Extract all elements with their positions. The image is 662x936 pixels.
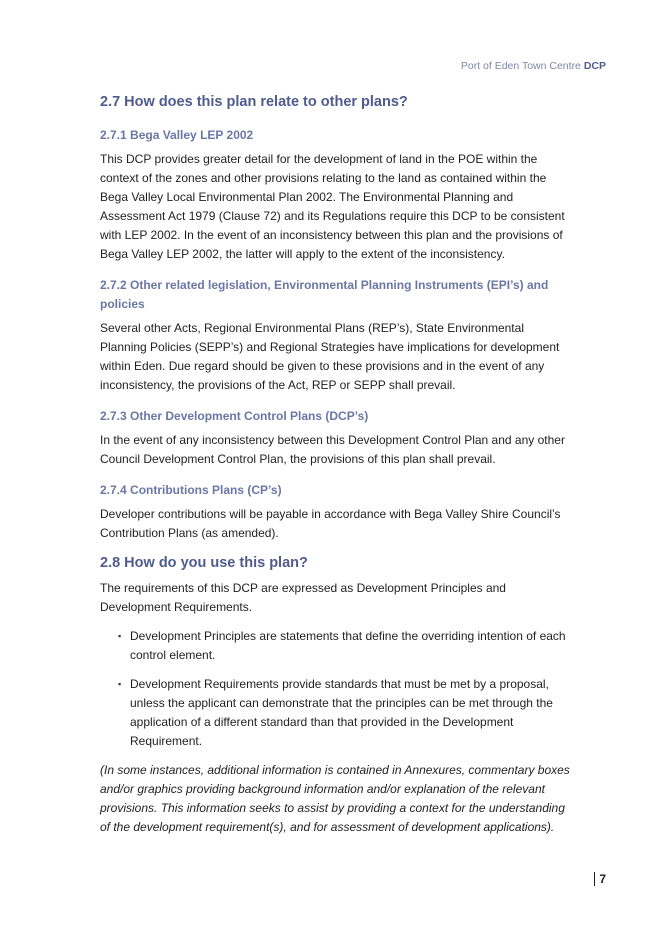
paragraph-2-7-4: Developer contributions will be payable in accordance with Bega Valley Shire Council’s Contribution Plans (as amended). xyxy=(100,507,561,540)
paragraph-2-7-1: This DCP provides greater detail for the development of land in the POE within the context of the zones and other provisions relating to the land as contained within the Bega Valley Local Environmental Plan 2002. The Environmental Planning and Assessment Act 1979 (Clause 72) and its Regulations require this DCP to be consistent with LEP 2002. In the event of an inconsistency between this plan and the provisions of Bega Valley LEP 2002, the latter will apply to the extent of the inconsistency. xyxy=(100,152,565,261)
subsection-heading-2-7-2: 2.7.2 Other related legislation, Environmental Planning Instruments (EPI’s) and policies xyxy=(100,278,549,311)
running-header-title: Port of Eden Town Centre xyxy=(460,60,584,72)
list-item-text: Development Principles are statements that define the overriding intention of each control element. xyxy=(130,629,566,662)
list-item-text: Development Requirements provide standards that must be met by a proposal, unless the applicant can demonstrate that the principles can be met through the application of a different standard than that provided in the Development Requirement. xyxy=(130,677,553,748)
paragraph-2-8-intro: The requirements of this DCP are expressed as Development Principles and Development Requirements. xyxy=(100,581,506,614)
subsection-heading-2-7-4: 2.7.4 Contributions Plans (CP’s) xyxy=(100,483,282,497)
page-content xyxy=(100,94,570,837)
paragraph-2-7-3: In the event of any inconsistency between this Development Control Plan and any other Council Development Control Plan, the provisions of this plan shall prevail. xyxy=(100,433,565,466)
running-header xyxy=(461,60,606,72)
explanatory-note: (In some instances, additional information is contained in Annexures, commentary boxes and/or graphics providing background information and/or explanation of the relevant provisions. This information seeks to assist by providing a context for the understanding of the development requirement(s), and for assessment of development applications). xyxy=(100,763,570,834)
square-bullet-icon: ▪ xyxy=(118,631,122,641)
list-item xyxy=(118,675,570,751)
list-item xyxy=(118,627,570,665)
section-heading-2-8: 2.8 How do you use this plan? xyxy=(100,555,308,571)
page-number: 7 xyxy=(594,872,606,886)
paragraph-2-7-2: Several other Acts, Regional Environmental Plans (REP’s), State Environmental Planning Policies (SEPP’s) and Regional Strategies have implications for development within Eden. Due regard should be given to these provisions and in the event of any inconsistency, the provisions of the Act, REP or SEPP shall prevail. xyxy=(100,321,560,392)
square-bullet-icon: ▪ xyxy=(118,679,122,689)
subsection-heading-2-7-1: 2.7.1 Bega Valley LEP 2002 xyxy=(100,128,254,142)
subsection-heading-2-7-3: 2.7.3 Other Development Control Plans (DCP’s) xyxy=(100,409,369,423)
section-heading-2-7: 2.7 How does this plan relate to other plans? xyxy=(100,94,408,110)
running-header-dcp: DCP xyxy=(583,60,606,72)
principles-list xyxy=(100,627,570,751)
